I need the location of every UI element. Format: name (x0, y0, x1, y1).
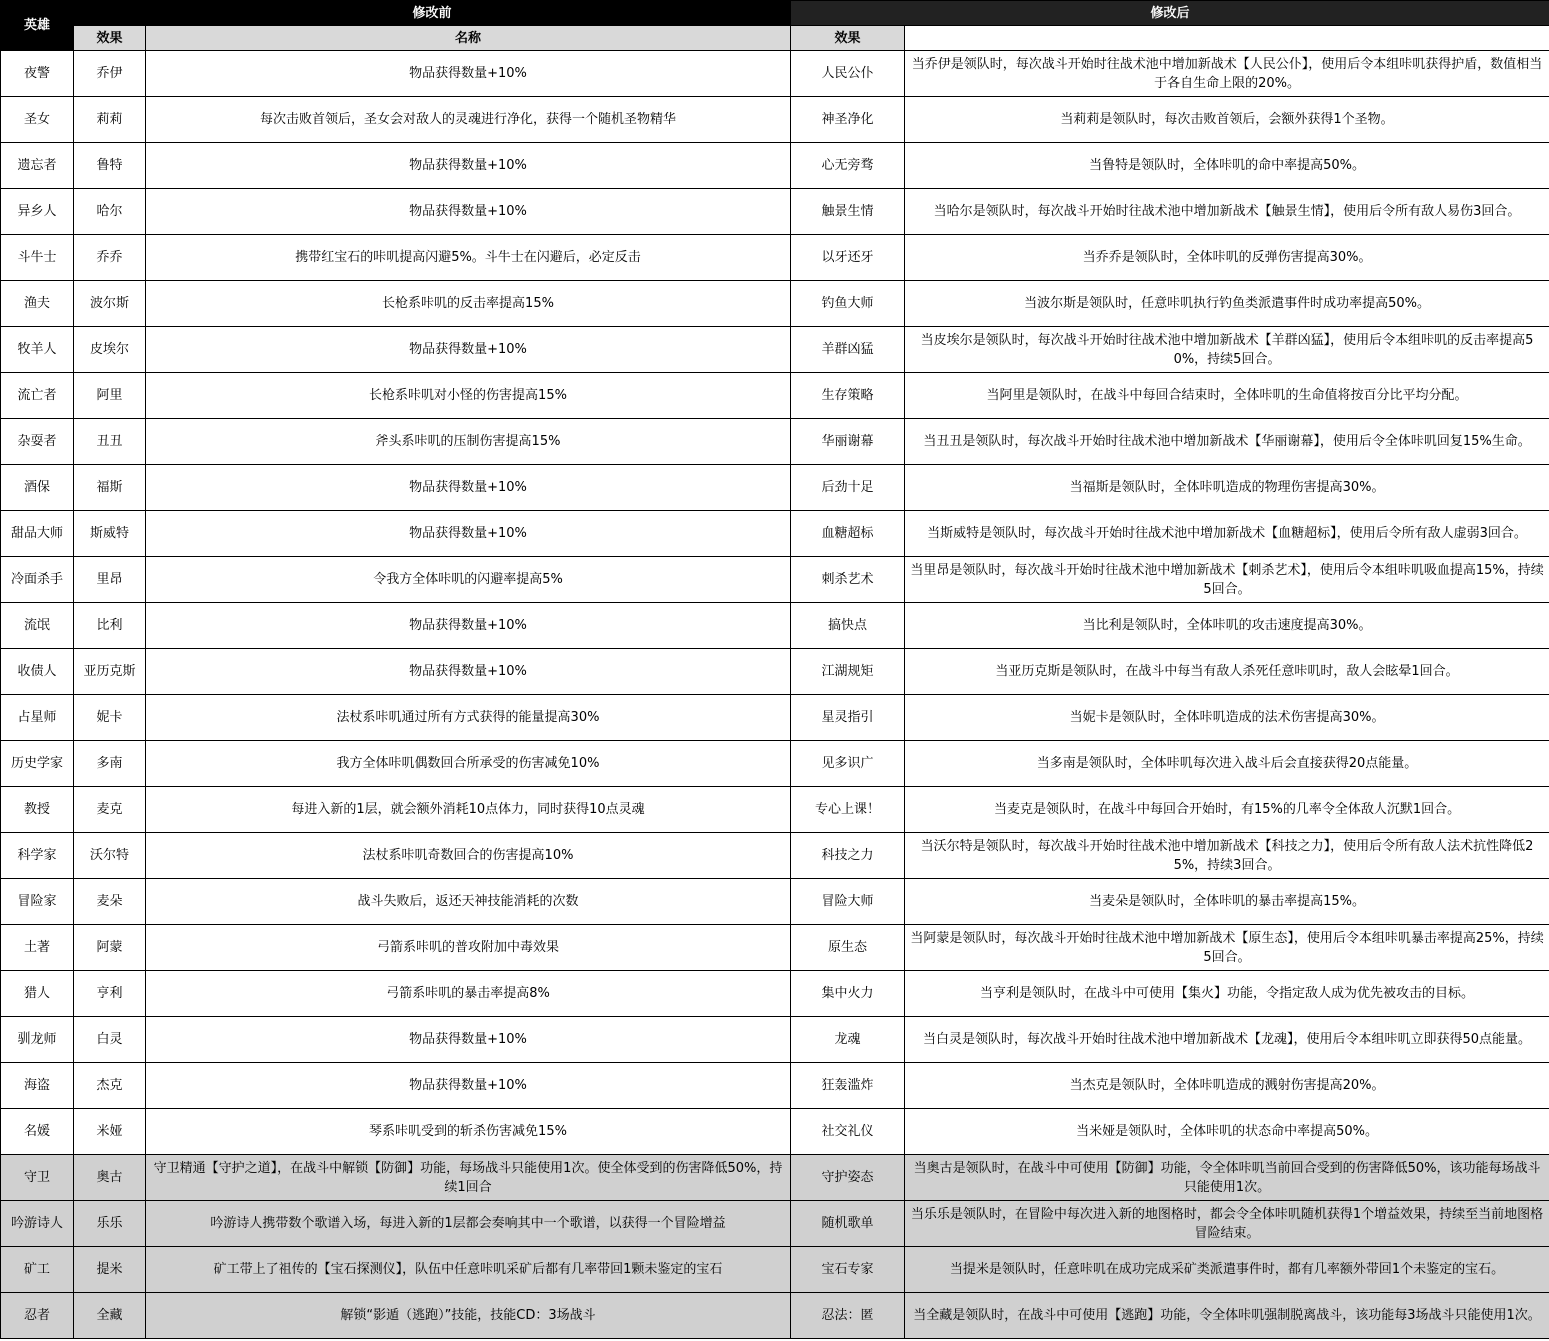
before-effect-cell: 物品获得数量+10% (146, 465, 791, 511)
hero-name-cell: 麦朵 (74, 879, 146, 925)
hero-name-cell: 斯威特 (74, 511, 146, 557)
hero-name-cell: 哈尔 (74, 189, 146, 235)
hero-title-cell: 流亡者 (1, 373, 74, 419)
hero-title-cell: 甜品大师 (1, 511, 74, 557)
table-row (1, 557, 1549, 603)
skill-name-cell: 狂轰滥炸 (791, 1063, 905, 1109)
before-effect-cell: 法杖系咔叽奇数回合的伤害提高10% (146, 833, 791, 879)
skill-name-cell: 宝石专家 (791, 1247, 905, 1293)
skill-name-cell: 守护姿态 (791, 1155, 905, 1201)
hero-name-cell: 白灵 (74, 1017, 146, 1063)
hero-title-cell: 教授 (1, 787, 74, 833)
after-effect-cell: 当皮埃尔是领队时，每次战斗开始时往战术池中增加新战术【羊群凶猛】，使用后令本组咔叽的反击率提高50%，持续5回合。 (905, 327, 1549, 373)
skill-name-cell: 江湖规矩 (791, 649, 905, 695)
before-effect-cell: 物品获得数量+10% (146, 649, 791, 695)
table-row (1, 1247, 1549, 1293)
before-effect-cell: 弓箭系咔叽的普攻附加中毒效果 (146, 925, 791, 971)
after-effect-cell: 当麦克是领队时，在战斗中每回合开始时，有15%的几率令全体敌人沉默1回合。 (905, 787, 1549, 833)
hero-title-cell: 矿工 (1, 1247, 74, 1293)
skill-name-header: 名称 (146, 26, 791, 51)
before-effect-cell: 物品获得数量+10% (146, 603, 791, 649)
skill-name-cell: 后劲十足 (791, 465, 905, 511)
after-effect-cell: 当阿蒙是领队时，每次战斗开始时往战术池中增加新战术【原生态】，使用后令本组咔叽暴击率提高25%，持续5回合。 (905, 925, 1549, 971)
before-effect-cell: 物品获得数量+10% (146, 189, 791, 235)
after-effect-cell: 当鲁特是领队时，全体咔叽的命中率提高50%。 (905, 143, 1549, 189)
hero-name-cell: 鲁特 (74, 143, 146, 189)
hero-title-cell: 历史学家 (1, 741, 74, 787)
skill-name-cell: 钓鱼大师 (791, 281, 905, 327)
before-effect-cell: 令我方全体咔叽的闪避率提高5% (146, 557, 791, 603)
before-effect-cell: 每次击败首领后，圣女会对敌人的灵魂进行净化，获得一个随机圣物精华 (146, 97, 791, 143)
skill-name-cell: 忍法：匿 (791, 1293, 905, 1339)
hero-title-cell: 斗牛士 (1, 235, 74, 281)
skill-name-cell: 华丽谢幕 (791, 419, 905, 465)
after-effect-cell: 当亚历克斯是领队时，在战斗中每当有敌人杀死任意咔叽时，敌人会眩晕1回合。 (905, 649, 1549, 695)
hero-name-cell: 里昂 (74, 557, 146, 603)
hero-title-cell: 名媛 (1, 1109, 74, 1155)
before-effect-cell: 吟游诗人携带数个歌谱入场，每进入新的1层都会奏响其中一个歌谱，以获得一个冒险增益 (146, 1201, 791, 1247)
before-effect-cell: 物品获得数量+10% (146, 1017, 791, 1063)
skill-name-cell: 血糖超标 (791, 511, 905, 557)
hero-name-cell: 丑丑 (74, 419, 146, 465)
after-effect-cell: 当乔乔是领队时，全体咔叽的反弹伤害提高30%。 (905, 235, 1549, 281)
hero-title-cell: 科学家 (1, 833, 74, 879)
skill-name-cell: 羊群凶猛 (791, 327, 905, 373)
hero-name-cell: 莉莉 (74, 97, 146, 143)
after-effect-cell: 当里昂是领队时，每次战斗开始时往战术池中增加新战术【刺杀艺术】，使用后令本组咔叽吸血提高15%，持续5回合。 (905, 557, 1549, 603)
hero-title-cell: 土著 (1, 925, 74, 971)
after-effect-cell: 当全藏是领队时，在战斗中可使用【逃跑】功能，令全体咔叽强制脱离战斗，该功能每3场战斗只能使用1次。 (905, 1293, 1549, 1339)
hero-name-cell: 沃尔特 (74, 833, 146, 879)
hero-name-cell: 乔乔 (74, 235, 146, 281)
after-effect-cell: 当阿里是领队时，在战斗中每回合结束时，全体咔叽的生命值将按百分比平均分配。 (905, 373, 1549, 419)
table-row (1, 51, 1549, 97)
before-effect-cell: 物品获得数量+10% (146, 143, 791, 189)
skill-name-cell: 科技之力 (791, 833, 905, 879)
skill-name-cell: 随机歌单 (791, 1201, 905, 1247)
hero-title-cell: 占星师 (1, 695, 74, 741)
hero-title-cell: 遗忘者 (1, 143, 74, 189)
table-row (1, 971, 1549, 1017)
skill-name-cell: 生存策略 (791, 373, 905, 419)
hero-title-cell: 杂耍者 (1, 419, 74, 465)
before-effect-cell: 矿工带上了祖传的【宝石探测仪】，队伍中任意咔叽采矿后都有几率带回1颗未鉴定的宝石 (146, 1247, 791, 1293)
after-effect-cell: 当米娅是领队时，全体咔叽的状态命中率提高50%。 (905, 1109, 1549, 1155)
hero-title-cell: 牧羊人 (1, 327, 74, 373)
hero-name-cell: 乐乐 (74, 1201, 146, 1247)
after-effect-cell: 当乔伊是领队时，每次战斗开始时往战术池中增加新战术【人民公仆】，使用后令本组咔叽获得护盾，数值相当于各自生命上限的20%。 (905, 51, 1549, 97)
before-effect-cell: 每进入新的1层，就会额外消耗10点体力，同时获得10点灵魂 (146, 787, 791, 833)
after-effect-cell: 当白灵是领队时，每次战斗开始时往战术池中增加新战术【龙魂】，使用后令本组咔叽立即获得50点能量。 (905, 1017, 1549, 1063)
skill-name-cell: 搞快点 (791, 603, 905, 649)
header-row-top (1, 1, 1549, 26)
skill-name-cell: 集中火力 (791, 971, 905, 1017)
after-effect-cell: 当亨利是领队时，在战斗中可使用【集火】功能，令指定敌人成为优先被攻击的目标。 (905, 971, 1549, 1017)
hero-name-cell: 提米 (74, 1247, 146, 1293)
skill-name-cell: 星灵指引 (791, 695, 905, 741)
skill-name-cell: 龙魂 (791, 1017, 905, 1063)
before-effect-cell: 琴系咔叽受到的斩杀伤害减免15% (146, 1109, 791, 1155)
hero-name-cell: 比利 (74, 603, 146, 649)
table-row (1, 1155, 1549, 1201)
table-row (1, 419, 1549, 465)
before-effect-cell: 物品获得数量+10% (146, 511, 791, 557)
skill-name-cell: 社交礼仪 (791, 1109, 905, 1155)
skill-name-cell: 专心上课！ (791, 787, 905, 833)
table-row (1, 1293, 1549, 1339)
after-header: 修改后 (791, 1, 1549, 26)
table-row (1, 603, 1549, 649)
hero-title-cell: 吟游诗人 (1, 1201, 74, 1247)
table-row (1, 1017, 1549, 1063)
after-effect-cell: 当比利是领队时，全体咔叽的攻击速度提高30%。 (905, 603, 1549, 649)
table-row (1, 833, 1549, 879)
before-effect-cell: 长枪系咔叽的反击率提高15% (146, 281, 791, 327)
hero-title-cell: 海盗 (1, 1063, 74, 1109)
after-effect-cell: 当麦朵是领队时，全体咔叽的暴击率提高15%。 (905, 879, 1549, 925)
before-effect-cell: 战斗失败后，返还天神技能消耗的次数 (146, 879, 791, 925)
table-row (1, 235, 1549, 281)
after-effect-cell: 当福斯是领队时，全体咔叽造成的物理伤害提高30%。 (905, 465, 1549, 511)
hero-name-cell: 波尔斯 (74, 281, 146, 327)
table-row (1, 1201, 1549, 1247)
after-effect-cell: 当莉莉是领队时，每次击败首领后，会额外获得1个圣物。 (905, 97, 1549, 143)
table-row (1, 879, 1549, 925)
hero-name-cell: 亚历克斯 (74, 649, 146, 695)
hero-name-cell: 麦克 (74, 787, 146, 833)
hero-title-cell: 驯龙师 (1, 1017, 74, 1063)
skill-name-cell: 心无旁骛 (791, 143, 905, 189)
skill-name-cell: 神圣净化 (791, 97, 905, 143)
before-effect-cell: 弓箭系咔叽的暴击率提高8% (146, 971, 791, 1017)
after-effect-cell: 当沃尔特是领队时，每次战斗开始时往战术池中增加新战术【科技之力】，使用后令所有敌人法术抗性降低25%，持续3回合。 (905, 833, 1549, 879)
table-row (1, 143, 1549, 189)
table-row (1, 189, 1549, 235)
table-row (1, 1063, 1549, 1109)
table-row (1, 649, 1549, 695)
after-effect-cell: 当乐乐是领队时，在冒险中每次进入新的地图格时，都会令全体咔叽随机获得1个增益效果，持续至当前地图格冒险结束。 (905, 1201, 1549, 1247)
skill-name-cell: 见多识广 (791, 741, 905, 787)
table-row (1, 787, 1549, 833)
before-header: 修改前 (74, 1, 791, 26)
table-row (1, 741, 1549, 787)
hero-name-cell: 阿里 (74, 373, 146, 419)
before-effect-cell: 携带红宝石的咔叽提高闪避5%。斗牛士在闪避后，必定反击 (146, 235, 791, 281)
hero-name-cell: 亨利 (74, 971, 146, 1017)
hero-title-cell: 渔夫 (1, 281, 74, 327)
hero-header: 英雄 (1, 1, 74, 51)
effect-after-header: 效果 (791, 26, 905, 51)
table-body (1, 51, 1549, 1339)
hero-title-cell: 流氓 (1, 603, 74, 649)
table-row (1, 465, 1549, 511)
hero-name-cell: 全藏 (74, 1293, 146, 1339)
hero-name-cell: 杰克 (74, 1063, 146, 1109)
hero-title-cell: 酒保 (1, 465, 74, 511)
hero-title-cell: 夜警 (1, 51, 74, 97)
after-effect-cell: 当奥古是领队时，在战斗中可使用【防御】功能，令全体咔叽当前回合受到的伤害降低50%，该功能每场战斗只能使用1次。 (905, 1155, 1549, 1201)
hero-name-cell: 奥古 (74, 1155, 146, 1201)
hero-title-cell: 冷面杀手 (1, 557, 74, 603)
before-effect-cell: 物品获得数量+10% (146, 1063, 791, 1109)
before-effect-cell: 守卫精通【守护之道】，在战斗中解锁【防御】功能，每场战斗只能使用1次。使全体受到的伤害降低50%，持续1回合 (146, 1155, 791, 1201)
hero-title-cell: 守卫 (1, 1155, 74, 1201)
after-effect-cell: 当丑丑是领队时，每次战斗开始时往战术池中增加新战术【华丽谢幕】，使用后令全体咔叽回复15%生命。 (905, 419, 1549, 465)
hero-name-cell: 阿蒙 (74, 925, 146, 971)
after-effect-cell: 当哈尔是领队时，每次战斗开始时往战术池中增加新战术【触景生情】，使用后令所有敌人易伤3回合。 (905, 189, 1549, 235)
skill-name-cell: 以牙还牙 (791, 235, 905, 281)
skill-name-cell: 刺杀艺术 (791, 557, 905, 603)
after-effect-cell: 当妮卡是领队时，全体咔叽造成的法术伤害提高30%。 (905, 695, 1549, 741)
after-effect-cell: 当杰克是领队时，全体咔叽造成的溅射伤害提高20%。 (905, 1063, 1549, 1109)
hero-name-cell: 多南 (74, 741, 146, 787)
table-row (1, 925, 1549, 971)
table-row (1, 97, 1549, 143)
before-effect-cell: 我方全体咔叽偶数回合所承受的伤害减免10% (146, 741, 791, 787)
header-row-sub (1, 26, 1549, 51)
before-effect-cell: 解锁“影遁（逃跑）”技能，技能CD：3场战斗 (146, 1293, 791, 1339)
hero-name-cell: 妮卡 (74, 695, 146, 741)
table-row (1, 1109, 1549, 1155)
before-effect-cell: 物品获得数量+10% (146, 327, 791, 373)
hero-title-cell: 冒险家 (1, 879, 74, 925)
hero-title-cell: 异乡人 (1, 189, 74, 235)
hero-name-cell: 皮埃尔 (74, 327, 146, 373)
hero-title-cell: 猎人 (1, 971, 74, 1017)
skill-name-cell: 冒险大师 (791, 879, 905, 925)
hero-title-cell: 忍者 (1, 1293, 74, 1339)
hero-name-cell: 米娅 (74, 1109, 146, 1155)
hero-name-cell: 乔伊 (74, 51, 146, 97)
table-row (1, 511, 1549, 557)
after-effect-cell: 当多南是领队时，全体咔叽每次进入战斗后会直接获得20点能量。 (905, 741, 1549, 787)
after-effect-cell: 当波尔斯是领队时，任意咔叽执行钓鱼类派遣事件时成功率提高50%。 (905, 281, 1549, 327)
after-effect-cell: 当斯威特是领队时，每次战斗开始时往战术池中增加新战术【血糖超标】，使用后令所有敌人虚弱3回合。 (905, 511, 1549, 557)
table-row (1, 695, 1549, 741)
table-row (1, 373, 1549, 419)
hero-title-cell: 收债人 (1, 649, 74, 695)
after-effect-cell: 当提米是领队时，任意咔叽在成功完成采矿类派遣事件时，都有几率额外带回1个未鉴定的宝石。 (905, 1247, 1549, 1293)
table-row (1, 327, 1549, 373)
skill-name-cell: 原生态 (791, 925, 905, 971)
skill-name-cell: 触景生情 (791, 189, 905, 235)
before-effect-cell: 长枪系咔叽对小怪的伤害提高15% (146, 373, 791, 419)
before-effect-cell: 物品获得数量+10% (146, 51, 791, 97)
hero-title-cell: 圣女 (1, 97, 74, 143)
before-effect-cell: 法杖系咔叽通过所有方式获得的能量提高30% (146, 695, 791, 741)
hero-name-cell: 福斯 (74, 465, 146, 511)
skill-name-cell: 人民公仆 (791, 51, 905, 97)
effect-before-header: 效果 (74, 26, 146, 51)
before-effect-cell: 斧头系咔叽的压制伤害提高15% (146, 419, 791, 465)
table-row (1, 281, 1549, 327)
